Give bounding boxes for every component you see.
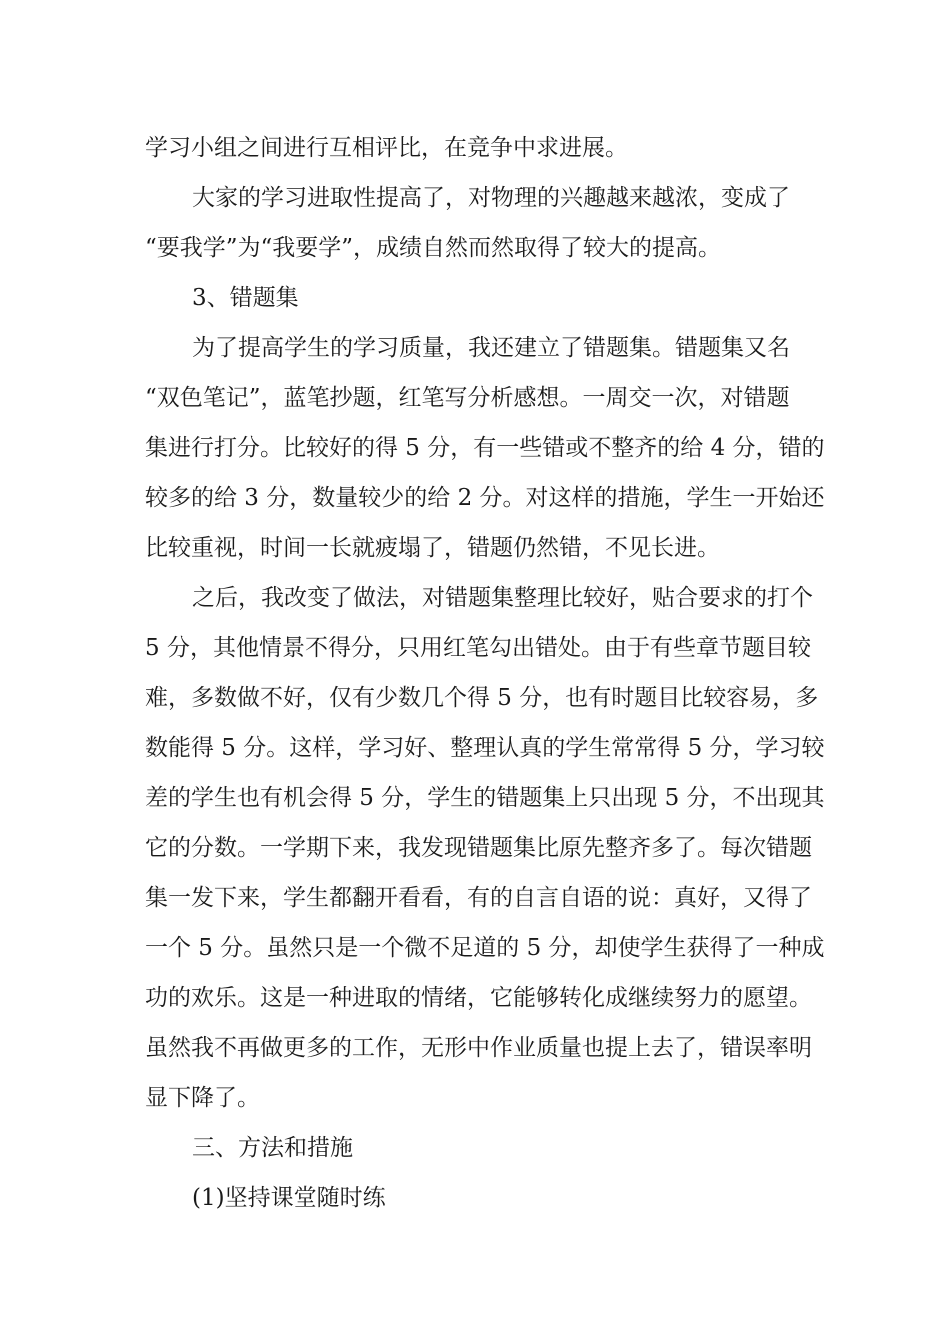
text-line: 数能得 5 分。这样，学习好、整理认真的学生常常得 5 分，学习较 <box>145 735 825 761</box>
text-line: 大家的学习进取性提高了，对物理的兴趣越来越浓，变成了 <box>192 185 790 211</box>
text-line: 差的学生也有机会得 5 分，学生的错题集上只出现 5 分，不出现其 <box>145 785 825 811</box>
text-line: 一个 5 分。虽然只是一个微不足道的 5 分，却使学生获得了一种成 <box>145 935 825 961</box>
text-line: 为了提高学生的学习质量，我还建立了错题集。错题集又名 <box>192 335 790 361</box>
section-heading: 3、错题集 <box>192 285 299 311</box>
text-line: 功的欢乐。这是一种进取的情绪，它能够转化成继续努力的愿望。 <box>145 985 812 1011</box>
text-line: 5 分，其他情景不得分，只用红笔勾出错处。由于有些章节题目较 <box>145 635 811 661</box>
text-line: 虽然我不再做更多的工作，无形中作业质量也提上去了，错误率明 <box>145 1035 812 1061</box>
text-line: 较多的给 3 分，数量较少的给 2 分。对这样的措施，学生一开始还 <box>145 485 825 511</box>
text-line: 之后，我改变了做法，对错题集整理比较好，贴合要求的打个 <box>192 585 813 611</box>
text-line: 比较重视，时间一长就疲塌了，错题仍然错，不见长进。 <box>145 535 720 561</box>
text-line: 显下降了。 <box>145 1085 260 1111</box>
subsection-heading: (1)坚持课堂随时练 <box>192 1185 386 1211</box>
text-line: 集一发下来，学生都翻开看看，有的自言自语的说：真好，又得了 <box>145 885 812 911</box>
text-line: “双色笔记”，蓝笔抄题，红笔写分析感想。一周交一次，对错题 <box>145 385 790 411</box>
text-line: 它的分数。一学期下来，我发现错题集比原先整齐多了。每次错题 <box>145 835 812 861</box>
text-line: 集进行打分。比较好的得 5 分，有一些错或不整齐的给 4 分，错的 <box>145 435 825 461</box>
text-line: “要我学”为“我要学”，成绩自然而然取得了较大的提高。 <box>145 235 722 261</box>
section-heading: 三、方法和措施 <box>192 1135 353 1161</box>
text-line: 难，多数做不好，仅有少数几个得 5 分，也有时题目比较容易，多 <box>145 685 819 711</box>
text-line: 学习小组之间进行互相评比，在竞争中求进展。 <box>145 135 628 161</box>
